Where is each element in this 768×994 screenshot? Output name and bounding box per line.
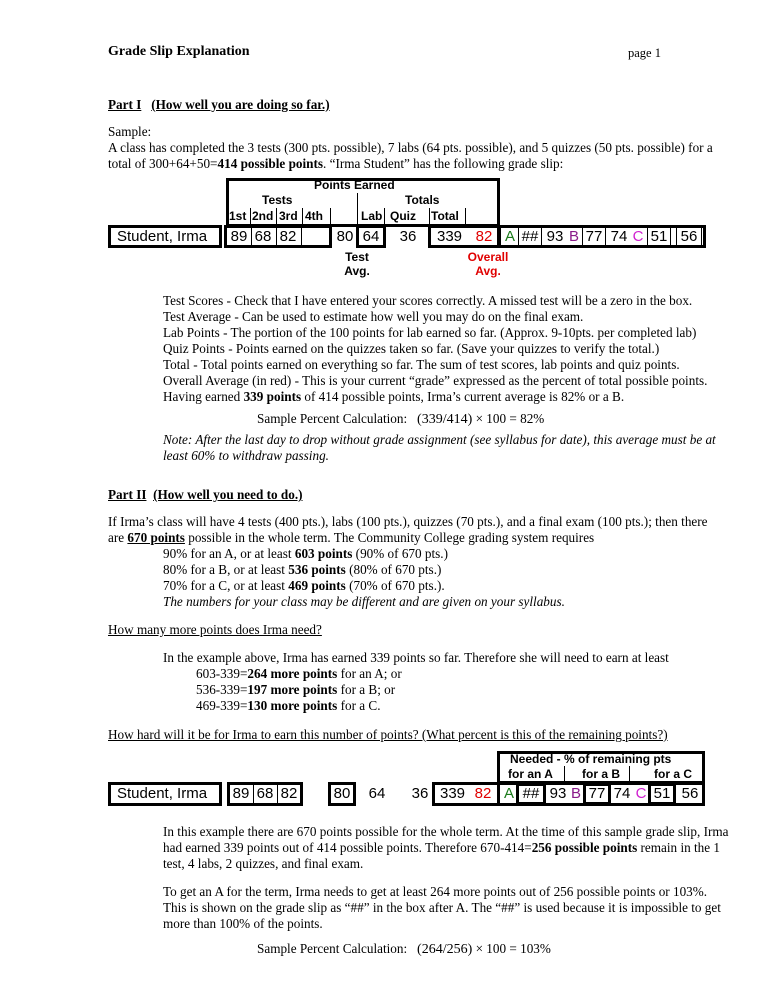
intro-line-1: A class has completed the 3 tests (300 pts. possible), 7 labs (64 pts. possible), and 5 quizzes (50 pts. possible) for a <box>108 140 713 155</box>
grade-b-letter: B <box>568 228 579 245</box>
overall-average-2: 82 <box>474 785 492 802</box>
q1-c: 469-339=130 more points for a C. <box>196 698 381 713</box>
header-2nd: 2nd <box>252 209 274 223</box>
example-a-line-2: This is shown on the grade slip as “##” in the box after A. The “##” is used because it is impossible to get <box>163 900 721 915</box>
note-line-2: least 60% to withdraw passing. <box>163 448 329 463</box>
part1-heading: Part I (How well you are doing so far.) <box>108 97 330 112</box>
explain-total: Total - Total points earned on everything so far. The sum of test scores, lab points and quiz points. <box>163 357 680 372</box>
total-points-2: 339 <box>432 782 500 806</box>
sample-label: Sample: <box>108 124 152 139</box>
quiz-points-2: 36 <box>411 785 429 802</box>
having-earned: Having earned 339 points of 414 possible points, Irma’s current average is 82% or a B. <box>163 389 625 404</box>
test-1-score-2: 89 <box>232 785 250 802</box>
test-2-score: 68 <box>254 228 272 245</box>
requirement-c: 70% for a C, or at least 469 points (70% of 670 pts.). <box>163 578 445 593</box>
header-total: Total <box>431 209 459 223</box>
needed-c-value-4: 56 <box>681 785 699 802</box>
for-b-header: for a B <box>582 767 621 781</box>
needed-b-prefix-2: 93 <box>549 785 567 802</box>
for-a-header: for an A <box>508 767 553 781</box>
q1-a: 603-339=264 more points for an A; or <box>196 666 402 681</box>
totals-header: Totals <box>405 193 440 207</box>
page-number: page 1 <box>628 46 661 60</box>
explain-quiz-points: Quiz Points - Points earned on the quizzes taken so far. (Save your quizzes to verify the total.) <box>163 341 660 356</box>
grade-c-letter: C <box>632 228 644 245</box>
grade-c-letter-2: C <box>635 785 647 802</box>
needed-b-value: 77 <box>582 227 606 247</box>
explain-test-scores: Test Scores - Check that I have entered your scores correctly. A missed test will be a zero in the box. <box>163 293 693 308</box>
example-line-1: In this example there are 670 points possible for the whole term. At the time of this sample grade slip, Irma <box>163 824 729 839</box>
example-line-2: had earned 339 points out of 414 possible points. Therefore 670-414=256 possible points remain in the 1 <box>163 840 720 855</box>
q1-heading: How many more points does Irma need? <box>108 622 322 637</box>
points-earned-header: Points Earned <box>314 178 395 192</box>
note-line-1: Note: After the last day to drop without grade assignment (see syllabus for date), this average must be at <box>163 432 716 447</box>
test-average-2: 80 <box>328 782 356 806</box>
lab-points-2: 64 <box>368 785 386 802</box>
syllabus-note: The numbers for your class may be different and are given on your syllabus. <box>163 594 565 609</box>
part2-line-2: are 670 points possible in the whole term. The Community College grading system requires <box>108 530 595 545</box>
total-points: 339 <box>428 225 500 248</box>
header-lab: Lab <box>361 209 383 223</box>
test-3-score: 82 <box>279 228 297 245</box>
grade-b-letter-2: B <box>570 785 581 802</box>
part2-line-1: If Irma’s class will have 4 tests (400 pts.), labs (100 pts.), quizzes (70 pts.), and a final exam (100 pts.); then there <box>108 514 708 529</box>
needed-c-value: 51 <box>647 227 671 247</box>
part2-heading: Part II (How well you need to do.) <box>108 487 303 502</box>
test-1-score: 89 <box>230 228 248 245</box>
example-line-3: test, 4 labs, 2 quizzes, and final exam. <box>163 856 364 871</box>
for-c-header: for a C <box>654 767 693 781</box>
sample-calculation-2: Sample Percent Calculation: (264/256) × 100 = 103% <box>257 941 551 957</box>
test-3-score-2: 82 <box>280 785 298 802</box>
needed-c-value-2: 56 <box>676 227 702 247</box>
needed-b-value-2: 74 <box>610 228 628 245</box>
overall-avg-label: Overall Avg. <box>467 250 509 278</box>
explain-overall-average: Overall Average (in red) - This is your current “grade” expressed as the percent of total possible points. <box>163 373 708 388</box>
header-4th: 4th <box>305 209 323 223</box>
lab-points: 64 <box>356 225 386 248</box>
example-a-line-1: To get an A for the term, Irma needs to get at least 264 more points out of 256 possible points or 103%. <box>163 884 708 899</box>
explain-lab-points: Lab Points - The portion of the 100 points for lab earned so far. (Approx. 9-10pts. per completed lab) <box>163 325 697 340</box>
example-a-line-3: more than 100% of the points. <box>163 916 323 931</box>
student-name-2: Student, Irma <box>108 782 222 806</box>
needed-c-value-3: 51 <box>648 783 676 805</box>
header-3rd: 3rd <box>279 209 298 223</box>
q1-text: In the example above, Irma has earned 339 points so far. Therefore she will need to earn at least <box>163 650 669 665</box>
test-avg-label: Test Avg. <box>344 250 370 278</box>
grade-a-letter-2: A <box>503 785 514 802</box>
explain-test-average: Test Average - Can be used to estimate how well you may do on the final exam. <box>163 309 584 324</box>
intro-line-2: total of 300+64+50=414 possible points. “Irma Student” has the following grade slip: <box>108 156 564 171</box>
needed-header: Needed - % of remaining pts <box>510 752 672 766</box>
q1-b: 536-339=197 more points for a B; or <box>196 682 396 697</box>
requirement-b: 80% for a B, or at least 536 points (80% of 670 pts.) <box>163 562 442 577</box>
needed-a-value-2: ## <box>516 783 546 805</box>
test-2-score-2: 68 <box>256 785 274 802</box>
tests-header: Tests <box>262 193 293 207</box>
sample-calculation-1: Sample Percent Calculation: (339/414) × 100 = 82% <box>257 411 545 427</box>
test-average: 80 <box>336 228 354 245</box>
document-title: Grade Slip Explanation <box>108 44 250 59</box>
header-quiz: Quiz <box>390 209 416 223</box>
quiz-points: 36 <box>399 228 417 245</box>
needed-a-value: ## <box>518 227 542 247</box>
q2-heading: How hard will it be for Irma to earn this number of points? (What percent is this of the remaining points?) <box>108 727 668 742</box>
needed-b-prefix: 93 <box>546 228 564 245</box>
student-name: Student, Irma <box>108 225 222 248</box>
grade-a-letter: A <box>504 228 515 245</box>
header-1st: 1st <box>229 209 247 223</box>
needed-b-value-3: 77 <box>583 783 611 805</box>
needed-b-value-4: 74 <box>613 785 631 802</box>
overall-average: 82 <box>475 228 493 245</box>
requirement-a: 90% for an A, or at least 603 points (90% of 670 pts.) <box>163 546 448 561</box>
